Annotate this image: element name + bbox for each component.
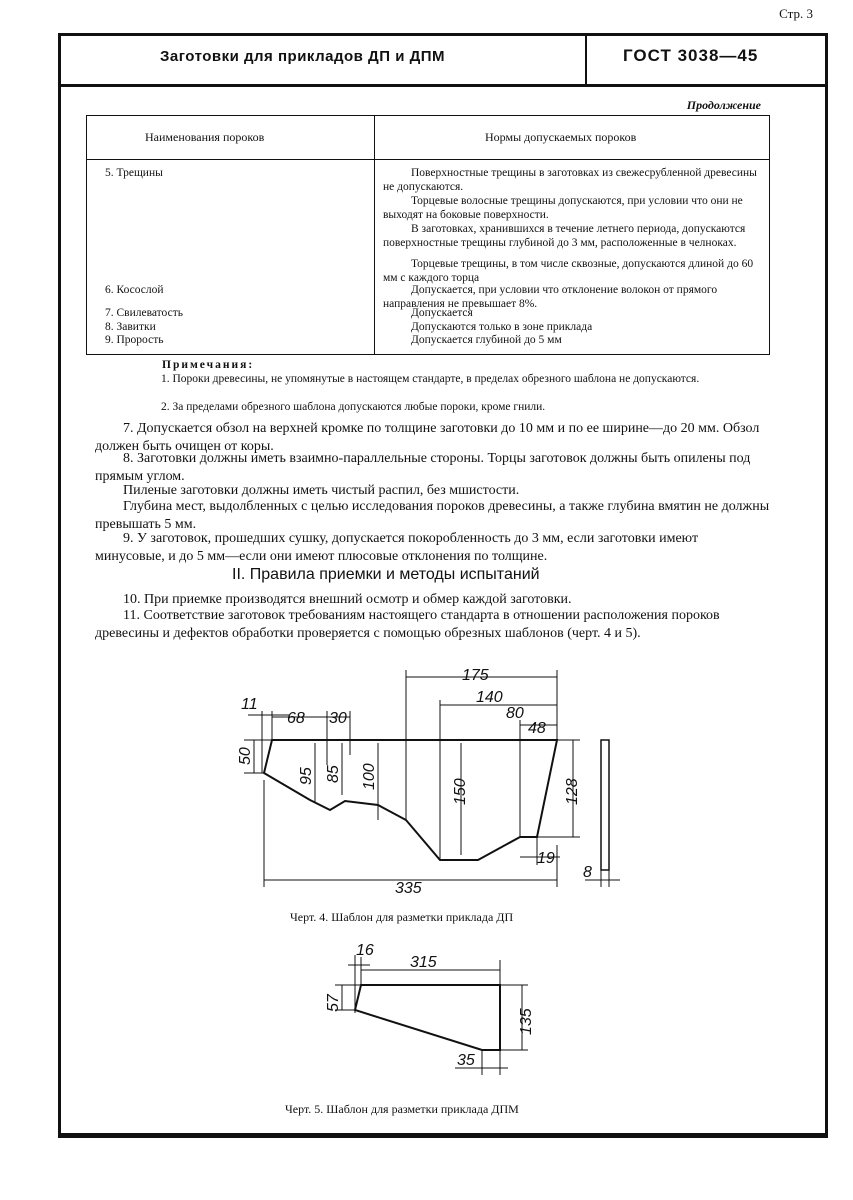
dim-35: 35 bbox=[457, 1052, 475, 1069]
paragraph-8-sawn: Пиленые заготовки должны иметь чистый распил, без мшистости. bbox=[123, 483, 520, 498]
norm-stored-cracks: В заготовках, хранившихся в течение летнего периода, допускаются поверхностные трещины глубиной до 3 мм, расположенные в челноках. bbox=[383, 223, 746, 249]
norm-end-cracks: Торцевые трещины, в том числе сквозные, допускаются длиной до 60 мм с каждого торца bbox=[383, 258, 754, 284]
section-heading: II. Правила приемки и методы испытаний bbox=[232, 566, 540, 583]
defect-cross-grain: 6. Косослой bbox=[105, 284, 164, 296]
dim-140: 140 bbox=[476, 689, 503, 706]
dim-80: 80 bbox=[506, 705, 524, 722]
page-number: Стр. 3 bbox=[779, 6, 813, 21]
dim-100: 100 bbox=[361, 763, 378, 790]
paragraph-7: 7. Допускается обзол на верхней кромке по толщине заготовки до 10 мм и по ее ширине—до 20 мм. Обзол должен быть очищен от коры. bbox=[95, 421, 760, 454]
figure-4-caption: Черт. 4. Шаблон для разметки приклада ДП bbox=[290, 910, 514, 924]
norm-curl-grain: Допускается bbox=[411, 307, 473, 319]
dim-150: 150 bbox=[452, 778, 469, 805]
defect-ingrown-bark: 9. Прорость bbox=[105, 334, 164, 346]
dim-85: 85 bbox=[325, 765, 342, 783]
norm-end-hair-cracks: Торцевые волосные трещины допускаются, при условии что они не выходят на боковые поверхности. bbox=[383, 195, 743, 221]
figure-5-drawing bbox=[0, 935, 853, 1080]
dim-19: 19 bbox=[537, 850, 555, 867]
paragraph-10: 10. При приемке производятся внешний осмотр и обмер каждой заготовки. bbox=[123, 592, 572, 607]
dim-175: 175 bbox=[462, 667, 489, 684]
figure-5-caption: Черт. 5. Шаблон для разметки приклада ДПМ bbox=[285, 1102, 519, 1116]
notes-title: Примечания: bbox=[162, 359, 255, 371]
paragraph-8-depth: Глубина мест, выдолбленных с целью исследования пороков древесины, а также глубина вмятин не должны превышать 5 мм. bbox=[95, 499, 770, 532]
header-divider bbox=[585, 33, 587, 84]
dim-8: 8 bbox=[583, 864, 592, 881]
table-header-rule bbox=[86, 159, 770, 160]
table-header-norms: Нормы допускаемых пороков bbox=[485, 130, 637, 144]
thickness-strip bbox=[601, 740, 609, 870]
document-title: Заготовки для прикладов ДП и ДПМ bbox=[160, 48, 446, 65]
table-header-defects: Наименования пороков bbox=[145, 130, 265, 144]
defect-whorls: 8. Завитки bbox=[105, 321, 156, 333]
dim-68: 68 bbox=[287, 710, 305, 727]
template-outline bbox=[264, 740, 557, 860]
dim-315: 315 bbox=[410, 954, 437, 971]
norm-surface-cracks: Поверхностные трещины в заготовках из свежесрубленной древесины не допускаются. bbox=[383, 167, 757, 193]
bottom-rule bbox=[58, 1133, 828, 1136]
paragraph-9: 9. У заготовок, прошедших сушку, допускается покоробленность до 3 мм, если заготовки имеют минусовые, и до 5 мм—если они имеют плюсовые отклонения по толщине. bbox=[95, 531, 699, 564]
dim-30: 30 bbox=[329, 710, 347, 727]
table-column-divider bbox=[374, 115, 375, 355]
defect-curl-grain: 7. Свилеватость bbox=[105, 307, 183, 319]
norm-cross-grain: Допускается, при условии что отклонение волокон от прямого направления не превышает 8%. bbox=[383, 284, 718, 310]
dim-11: 11 bbox=[241, 696, 258, 713]
norm-ingrown-bark: Допускается глубиной до 5 мм bbox=[411, 334, 562, 346]
dim-50: 50 bbox=[237, 747, 254, 765]
template-outline bbox=[355, 985, 500, 1050]
dim-95: 95 bbox=[298, 767, 315, 785]
dim-335: 335 bbox=[395, 880, 422, 897]
dim-48: 48 bbox=[528, 720, 546, 737]
note-2: 2. За пределами обрезного шаблона допускаются любые пороки, кроме гнили. bbox=[161, 401, 546, 413]
dim-128: 128 bbox=[564, 778, 581, 805]
dim-57: 57 bbox=[325, 994, 342, 1012]
standard-number: ГОСТ 3038—45 bbox=[623, 46, 759, 65]
norm-whorls: Допускаются только в зоне приклада bbox=[411, 321, 593, 333]
table-continuation: Продолжение bbox=[686, 98, 761, 112]
header-rule bbox=[58, 84, 828, 87]
dim-16: 16 bbox=[356, 942, 374, 959]
figure-4-drawing bbox=[0, 655, 853, 905]
paragraph-11: 11. Соответствие заготовок требованиям настоящего стандарта в отношении расположения пороков древесины и дефектов обработки проверяется с помощью обрезных шаблонов (черт. 4 и 5). bbox=[95, 608, 720, 641]
paragraph-8: 8. Заготовки должны иметь взаимно-параллельные стороны. Торцы заготовок должны быть опилены под прямым углом. bbox=[95, 451, 751, 484]
defect-cracks: 5. Трещины bbox=[105, 167, 163, 179]
note-1: 1. Пороки древесины, не упомянутые в настоящем стандарте, в пределах обрезного шаблона не допускаются. bbox=[161, 373, 700, 385]
dim-135: 135 bbox=[518, 1008, 535, 1035]
